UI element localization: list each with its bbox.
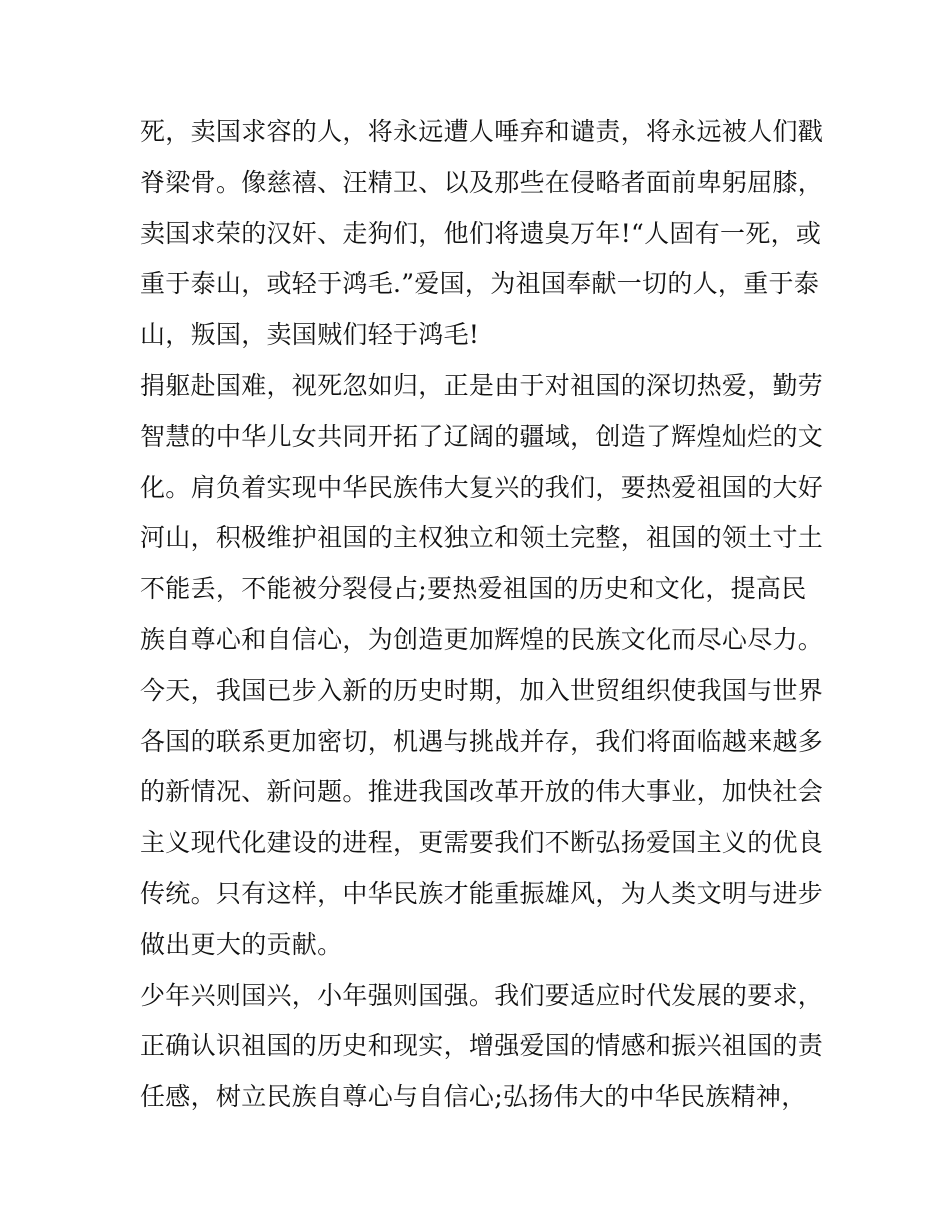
text-line: 重于泰山，或轻于鸿毛.”爱国，为祖国奉献一切的人，重于泰 xyxy=(140,269,820,299)
paragraph-4 xyxy=(140,971,824,1123)
text-line: 死，卖国求容的人，将永远遭人唾弃和谴责，将永远被人们戳 xyxy=(140,117,824,146)
text-line: 的新情况、新问题。推进我国改革开放的伟大事业，加快社会 xyxy=(140,777,824,807)
text-line: 主义现代化建设的进程，更需要我们不断弘扬爱国主义的优良 xyxy=(140,828,824,858)
text-line: 智慧的中华儿女共同开拓了辽阔的疆域，创造了辉煌灿烂的文 xyxy=(140,421,824,451)
text-line: 河山，积极维护祖国的主权独立和领土完整，祖国的领土寸土 xyxy=(140,523,824,553)
text-line: 捐躯赴国难，视死忽如归，正是由于对祖国的深切热爱，勤劳 xyxy=(140,370,824,400)
text-line: 族自尊心和自信心，为创造更加辉煌的民族文化而尽心尽力。 xyxy=(140,624,824,654)
document-body xyxy=(140,107,824,1123)
text-line: 化。肩负着实现中华民族伟大复兴的我们，要热爱祖国的大好 xyxy=(140,472,824,502)
text-line: 卖国求荣的汉奸、走狗们，他们将遗臭万年!“人固有一死，或 xyxy=(140,218,822,248)
text-line: 正确认识祖国的历史和现实，增强爱国的情感和振兴祖国的责 xyxy=(140,1031,824,1061)
paragraph-1 xyxy=(140,107,824,361)
text-line: 山，叛国，卖国贼们轻于鸿毛! xyxy=(140,320,480,350)
text-line: 任感，树立民族自尊心与自信心;弘扬伟大的中华民族精神， xyxy=(140,1082,807,1112)
text-line: 各国的联系更加密切，机遇与挑战并存，我们将面临越来越多 xyxy=(140,726,824,756)
paragraph-3 xyxy=(140,666,824,971)
text-line: 不能丢，不能被分裂侵占;要热爱祖国的历史和文化，提高民 xyxy=(140,574,807,604)
text-line: 今天，我国已步入新的历史时期，加入世贸组织使我国与世界 xyxy=(140,675,824,705)
text-line: 做出更大的贡献。 xyxy=(140,929,343,959)
text-line: 少年兴则国兴，小年强则国强。我们要适应时代发展的要求， xyxy=(140,980,824,1010)
paragraph-2 xyxy=(140,361,824,666)
text-line: 脊梁骨。像慈禧、汪精卫、以及那些在侵略者面前卑躬屈膝， xyxy=(140,167,824,197)
text-line: 传统。只有这样，中华民族才能重振雄风，为人类文明与进步 xyxy=(140,878,824,908)
